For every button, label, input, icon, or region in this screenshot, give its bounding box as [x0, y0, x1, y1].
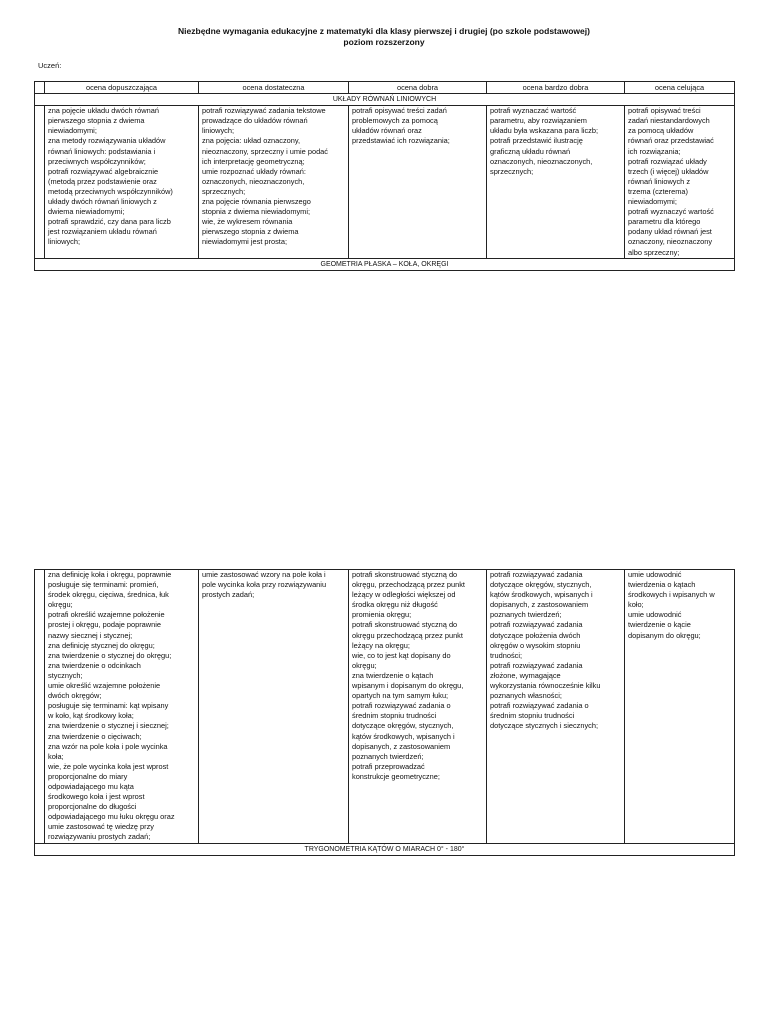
requirement-line: za pomocą układów [628, 126, 694, 136]
requirement-line: zna twierdzenie o stycznej i siecznej; [48, 721, 169, 731]
requirement-cell [625, 570, 735, 844]
requirement-line: niewiadomymi; [48, 126, 97, 136]
requirement-line: potrafi rozwiązywać zadania [490, 570, 583, 579]
requirement-line: równań liniowych z [628, 176, 691, 186]
requirement-line: kątów środkowych, wpisanych i [352, 731, 455, 741]
requirement-line: dotyczące stycznych i siecznych; [490, 721, 599, 731]
requirement-line: koło; [628, 600, 644, 610]
grade-header: ocena celująca [625, 82, 735, 94]
requirement-line: liniowych; [202, 126, 235, 136]
requirement-line: równań liniowych: podstawiania i [48, 146, 156, 156]
requirement-line: pierwszego stopnia z dwiema [202, 227, 299, 237]
requirement-line: zna metody rozwiązywania układów [48, 136, 166, 146]
requirement-line: problemowych za pomocą [352, 116, 438, 126]
requirement-line: parametru dla którego [628, 217, 701, 227]
requirement-line: leżący na okręgu; [352, 640, 410, 650]
requirement-line: środkowych i wpisanych w [628, 590, 715, 600]
requirement-cell [349, 106, 487, 258]
section-title-geometry: GEOMETRIA PŁASKA – KOŁA, OKRĘGI [35, 258, 735, 270]
requirement-line: umie zastosować wzory na pole koła i [202, 570, 326, 579]
requirement-line: sprzecznych; [490, 166, 534, 176]
requirement-line: potrafi przedstawić ilustrację [490, 136, 583, 146]
requirement-line: zna pojęcia: układ oznaczony, [202, 136, 301, 146]
requirement-line: prostych zadań; [202, 590, 255, 600]
requirement-line: środkowego koła i jest wprost [48, 792, 145, 802]
requirement-line: opartych na tym samym łuku; [352, 691, 449, 701]
requirement-line: sprzecznych; [202, 186, 246, 196]
requirement-line: umie określić wzajemne położenie [48, 681, 161, 691]
requirement-line: (metodą przez podstawienie oraz [48, 176, 157, 186]
requirement-line: okręgu; [48, 600, 73, 610]
section-title-row [35, 94, 735, 106]
requirement-line: umie udowodnić [628, 610, 682, 620]
requirement-line: trzech (i więcej) układów [628, 166, 709, 176]
title-line-1: Niezbędne wymagania edukacyjne z matematyki dla klasy pierwszej i drugiej (po szkole podstawowej) [178, 26, 590, 36]
requirement-cell [487, 570, 625, 844]
requirement-line: proporcjonalne do długości [48, 802, 137, 812]
section-content-row [35, 570, 735, 844]
requirement-line: potrafi wyznaczyć wartość [628, 207, 714, 217]
requirement-line: pole wycinka koła przy rozwiązywaniu [202, 580, 327, 590]
requirement-line: potrafi skonstruować styczną do [352, 620, 458, 630]
requirement-line: przedstawiać ich rozwiązania; [352, 136, 450, 146]
requirement-line: pierwszego stopnia z dwiema [48, 116, 145, 126]
requirement-cell [349, 570, 487, 844]
requirement-line: dwiema niewiadomymi; [48, 207, 125, 217]
section-title-row [35, 258, 735, 270]
requirement-cell [199, 570, 349, 844]
requirement-line: potrafi rozwiązywać zadania [490, 620, 583, 630]
requirement-line: dopisanych, z zastosowaniem [490, 600, 589, 610]
requirement-line: układów równań oraz [352, 126, 422, 136]
requirement-line: średnim stopniu trudności [352, 711, 437, 721]
gutter-cell [35, 570, 45, 844]
requirement-line: posługuje się terminami: kąt wpisany [48, 701, 169, 711]
requirement-line: złożone, wymagające [490, 670, 561, 680]
requirement-line: dopisanym do okręgu; [628, 630, 701, 640]
requirement-cell [487, 106, 625, 258]
requirement-line: dotyczące okręgów, stycznych, [490, 580, 592, 590]
requirement-line: trzema (czterema) [628, 186, 688, 196]
requirement-line: zna pojęcie równania pierwszego [202, 197, 311, 207]
requirement-line: potrafi rozwiązywać zadania o [490, 701, 589, 711]
requirement-line: potrafi opisywać treści zadań [352, 106, 447, 116]
requirement-line: zna definicję koła i okręgu, poprawnie [48, 570, 172, 579]
requirement-line: posługuje się terminami: promień, [48, 580, 159, 590]
requirement-line: stopnia z dwiema niewiadomymi; [202, 207, 311, 217]
requirement-line: potrafi wyznaczać wartość [490, 106, 577, 116]
requirement-line: twierdzenie o kącie [628, 620, 691, 630]
requirement-line: wie, że pole wycinka koła jest wprost [48, 761, 169, 771]
requirement-line: podany układ równań jest [628, 227, 712, 237]
requirement-line: wpisanym i dopisanym do okręgu, [352, 681, 464, 691]
requirement-line: poznanych twierdzeń; [490, 610, 562, 620]
requirement-line: potrafi rozwiązać układy [628, 156, 707, 166]
requirement-line: poznanych twierdzeń; [352, 751, 424, 761]
requirement-line: umie udowodnić [628, 570, 682, 579]
requirement-line: ich interpretację geometryczną; [202, 156, 305, 166]
requirement-line: poznanych własności; [490, 691, 562, 701]
requirement-line: konstrukcje geometryczne; [352, 771, 440, 781]
requirement-line: oznaczony, nieoznaczony [628, 237, 713, 247]
requirement-line: zna twierdzenie o odcinkach [48, 660, 141, 670]
requirement-line: okręgu, przechodzącą przez punkt [352, 580, 465, 590]
requirement-line: twierdzenia o kątach [628, 580, 696, 590]
requirement-cell [625, 106, 735, 258]
requirement-line: nieoznaczony, sprzeczny i umie podać [202, 146, 328, 156]
requirement-line: układu była wskazana para liczb; [490, 126, 599, 136]
requirement-line: zna definicję stycznej do okręgu; [48, 640, 155, 650]
section-title-trigonometry: TRYGONOMETRIA KĄTÓW O MIARACH 0° - 180° [35, 843, 735, 855]
requirement-line: dopisanych, z zastosowaniem [352, 741, 451, 751]
requirements-table-1 [34, 81, 735, 271]
grade-header: ocena bardzo dobra [487, 82, 625, 94]
requirement-line: dotyczące położenia dwóch [490, 630, 581, 640]
requirement-line: okręgu; [352, 660, 377, 670]
grade-header: ocena dobra [349, 82, 487, 94]
section-title-linear-equations: UKŁADY RÓWNAŃ LINIOWYCH [35, 94, 735, 106]
requirement-line: prowadzące do układów równań [202, 116, 308, 126]
requirement-line: zna twierdzenie o kątach [352, 670, 434, 680]
grade-header-row [35, 82, 735, 94]
requirement-line: oznaczonych, nieoznaczonych, [490, 156, 593, 166]
requirement-line: wie, że wykresem równania [202, 217, 293, 227]
requirement-line: parametru, aby rozwiązaniem [490, 116, 587, 126]
requirement-line: niewiadomymi; [628, 197, 677, 207]
requirement-line: zna twierdzenie o stycznej do okręgu; [48, 650, 172, 660]
requirement-line: rozwiązywaniu prostych zadań; [48, 832, 151, 842]
grade-header: ocena dostateczna [199, 82, 349, 94]
requirement-line: prostej i okręgu, podaje poprawnie [48, 620, 161, 630]
requirement-line: potrafi sprawdzić, czy dana para liczb [48, 217, 171, 227]
requirement-line: oznaczonych, nieoznaczonych, [202, 176, 305, 186]
requirement-line: kątów środkowych, wpisanych i [490, 590, 593, 600]
requirement-line: stycznych; [48, 670, 83, 680]
requirement-line: zna pojęcie układu dwóch równań [48, 106, 159, 116]
requirement-line: ich rozwiązania; [628, 146, 681, 156]
requirement-line: koła; [48, 751, 64, 761]
requirement-line: potrafi rozwiązywać zadania tekstowe [202, 106, 326, 116]
requirement-line: potrafi opisywać treści [628, 106, 701, 116]
requirement-line: niewiadomymi jest prosta; [202, 237, 288, 247]
requirement-line: średnim stopniu trudności [490, 711, 575, 721]
requirement-line: umie zastosować tę wiedzę przy [48, 822, 154, 832]
requirement-line: metodą przeciwnych współczynników) [48, 186, 173, 196]
document-title [0, 26, 768, 48]
gutter-cell [35, 106, 45, 258]
requirement-line: nazwy siecznej i stycznej; [48, 630, 133, 640]
requirement-line: wykorzystania równocześnie kilku [490, 681, 601, 691]
requirement-line: dwóch okręgów; [48, 691, 102, 701]
requirement-line: zadań niestandardowych [628, 116, 710, 126]
requirement-line: potrafi skonstruować styczną do [352, 570, 458, 579]
requirement-line: równań oraz przedstawiać [628, 136, 714, 146]
requirement-line: umie rozpoznać układy równań: [202, 166, 306, 176]
requirement-line: dotyczące okręgów, stycznych, [352, 721, 454, 731]
requirement-line: układy dwóch równań liniowych z [48, 197, 157, 207]
requirement-line: albo sprzeczny; [628, 247, 680, 257]
requirement-cell [199, 106, 349, 258]
section-title-row [35, 843, 735, 855]
requirement-line: potrafi rozwiązywać algebraicznie [48, 166, 159, 176]
requirement-line: zna wzór na pole koła i pole wycinka [48, 741, 168, 751]
requirement-line: potrafi rozwiązywać zadania [490, 660, 583, 670]
requirement-line: w koło, kąt środkowy koła; [48, 711, 134, 721]
requirement-line: okręgów o wysokim stopniu [490, 640, 581, 650]
requirement-line: promienia okręgu; [352, 610, 412, 620]
requirement-line: potrafi przeprowadzać [352, 761, 425, 771]
requirement-line: leżący w odległości większej od [352, 590, 456, 600]
requirement-line: odpowiadającego mu łuku okręgu oraz [48, 812, 175, 822]
requirement-line: proporcjonalne do miary [48, 771, 128, 781]
requirements-table-2 [34, 569, 735, 856]
requirement-line: graficzną układu równań [490, 146, 571, 156]
requirement-line: liniowych; [48, 237, 81, 247]
grade-header: ocena dopuszczająca [45, 82, 199, 94]
section-content-row [35, 106, 735, 258]
requirement-cell [45, 106, 199, 258]
requirement-line: przeciwnych współczynników; [48, 156, 146, 166]
requirement-line: wie, co to jest kąt dopisany do [352, 650, 451, 660]
requirement-line: potrafi określić wzajemne położenie [48, 610, 165, 620]
requirement-line: środek okręgu, cięciwa, średnica, łuk [48, 590, 169, 600]
title-line-2: poziom rozszerzony [343, 37, 425, 47]
requirement-cell [45, 570, 199, 844]
requirement-line: zna twierdzenie o cięciwach; [48, 731, 142, 741]
requirement-line: okręgu przechodzącą przez punkt [352, 630, 463, 640]
gutter-cell [35, 82, 45, 94]
student-label: Uczeń: [38, 61, 62, 70]
requirement-line: trudności; [490, 650, 523, 660]
requirement-line: odpowiadającego mu kąta [48, 781, 134, 791]
requirement-line: środka okręgu niż długość [352, 600, 438, 610]
requirement-line: potrafi rozwiązywać zadania o [352, 701, 451, 711]
requirement-line: jest rozwiązaniem układu równań [48, 227, 157, 237]
